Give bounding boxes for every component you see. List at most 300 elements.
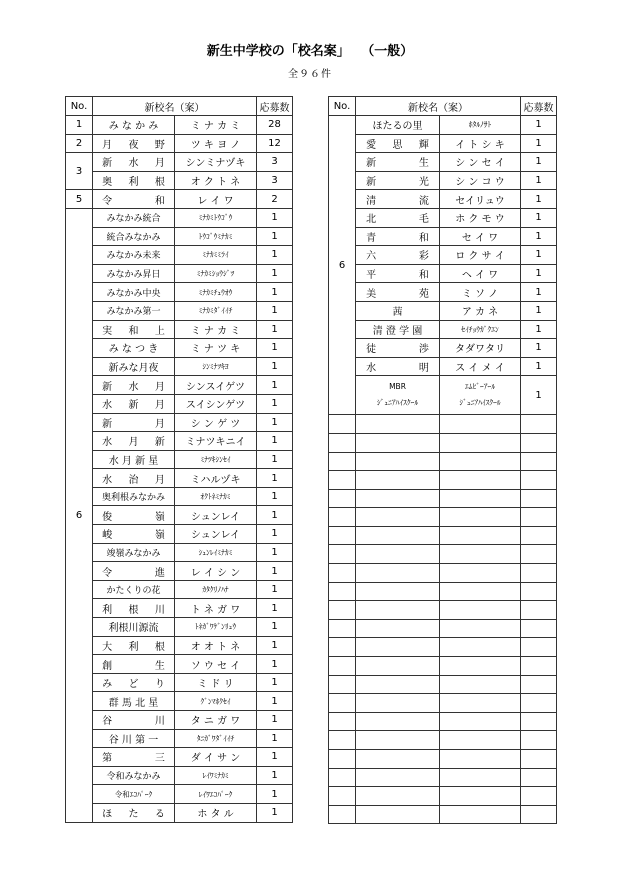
table-row	[66, 562, 293, 581]
name-kana: ﾐﾅｶﾐﾁｭｳｵｳ	[175, 283, 257, 302]
row-number	[329, 805, 356, 824]
title-text: 新生中学校の「校名案」	[206, 44, 350, 59]
name-kana: ﾐﾅｶﾐﾐﾗｲ	[175, 246, 257, 265]
name-kanji: 令和ｴｺﾊﾟｰｸ	[93, 785, 175, 804]
row-number	[329, 675, 356, 694]
name-kanji: 群 馬 北 星	[93, 692, 175, 711]
application-count: 1	[257, 525, 293, 544]
application-count	[521, 731, 557, 750]
name-kanji	[356, 526, 440, 545]
table-row	[329, 339, 557, 358]
application-count: 1	[257, 227, 293, 246]
name-kana	[440, 712, 521, 731]
table-row	[329, 264, 557, 283]
name-kana	[440, 768, 521, 787]
row-number	[329, 712, 356, 731]
name-kanji: 新 月	[93, 413, 175, 432]
name-kana: ミナツキニイ	[175, 432, 257, 451]
name-kana	[440, 489, 521, 508]
name-kanji: 愛 思 輝	[356, 134, 440, 153]
name-kana	[440, 415, 521, 434]
application-count: 1	[521, 357, 557, 376]
table-row	[329, 227, 557, 246]
application-count: 1	[257, 655, 293, 674]
table-row	[66, 413, 293, 432]
title-category: （一般）	[367, 44, 414, 59]
name-kanji	[356, 601, 440, 620]
name-kanji: 水 月 新	[93, 432, 175, 451]
row-number	[329, 768, 356, 787]
name-kanji: みなかみ統合	[93, 208, 175, 227]
row-number: 2	[66, 134, 93, 153]
application-count: 1	[257, 339, 293, 358]
row-number: 6	[66, 208, 93, 822]
application-count: 1	[521, 301, 557, 320]
table-header-row	[329, 97, 557, 116]
table-row	[329, 638, 557, 657]
name-kanji: 北 毛	[356, 208, 440, 227]
row-number	[329, 545, 356, 564]
name-kana: レ イ シ ン	[175, 562, 257, 581]
name-kanji	[356, 787, 440, 806]
application-count: 1	[257, 803, 293, 822]
table-row	[329, 564, 557, 583]
application-count: 1	[257, 394, 293, 413]
name-kanji: み な つ き	[93, 339, 175, 358]
application-count: 1	[521, 283, 557, 302]
name-kana	[440, 508, 521, 527]
table-row	[329, 134, 557, 153]
table-row	[329, 376, 557, 415]
name-kanji: 水 明	[356, 357, 440, 376]
name-kana: ソ ウ セ イ	[175, 655, 257, 674]
application-count: 1	[257, 487, 293, 506]
table-row	[66, 692, 293, 711]
name-kanji: 実 和 上	[93, 320, 175, 339]
name-kanji	[356, 768, 440, 787]
application-count	[521, 508, 557, 527]
page-title	[0, 40, 620, 59]
row-number: 5	[66, 190, 93, 209]
row-number	[329, 657, 356, 676]
application-count: 1	[257, 450, 293, 469]
name-kanji: 創 生	[93, 655, 175, 674]
name-kana: ﾐﾅｶﾐﾀﾞｲｲﾁ	[175, 301, 257, 320]
name-kanji	[356, 712, 440, 731]
name-kanji: みなかみ昇日	[93, 264, 175, 283]
table-row	[66, 171, 293, 190]
application-count: 1	[257, 636, 293, 655]
name-kanji: 水 月 新 星	[93, 450, 175, 469]
name-kanji: 新 水 月	[93, 376, 175, 395]
name-kanji: 俊 嶺	[93, 506, 175, 525]
application-count	[521, 694, 557, 713]
name-kanji: 新みな月夜	[93, 357, 175, 376]
header-count: 応募数	[521, 97, 557, 116]
name-kana-line1: ｴﾑﾋﾞｰｱｰﾙ	[465, 382, 495, 392]
application-count: 3	[257, 171, 293, 190]
table-row	[66, 432, 293, 451]
name-kana: ミ ド リ	[175, 673, 257, 692]
name-kana: ミ ナ カ ミ	[175, 320, 257, 339]
name-kanji: 令 進	[93, 562, 175, 581]
table-row	[66, 580, 293, 599]
name-kana	[440, 657, 521, 676]
name-kanji-line1: MBR	[389, 382, 406, 392]
application-count: 1	[257, 208, 293, 227]
name-kana: タ ニ ガ ワ	[175, 711, 257, 730]
application-count: 1	[521, 153, 557, 172]
table-row	[66, 506, 293, 525]
name-kanji	[356, 545, 440, 564]
name-kanji: ほたるの里	[356, 116, 440, 135]
table-row	[66, 283, 293, 302]
name-kanji: 六 彩	[356, 246, 440, 265]
application-count	[521, 805, 557, 824]
application-count: 28	[257, 116, 293, 135]
table-row	[66, 785, 293, 804]
table-row	[66, 339, 293, 358]
name-kanji	[356, 452, 440, 471]
name-kana	[440, 619, 521, 638]
application-count: 1	[257, 264, 293, 283]
name-kanji: 平 和	[356, 264, 440, 283]
table-row	[66, 525, 293, 544]
name-kana: ﾐﾅｶﾐﾄｳｺﾞｳ	[175, 208, 257, 227]
application-count: 1	[521, 376, 557, 415]
table-row	[329, 601, 557, 620]
table-row	[66, 264, 293, 283]
name-kana: ホ タ ル	[175, 803, 257, 822]
table-row	[329, 433, 557, 452]
row-number	[329, 452, 356, 471]
row-number	[329, 582, 356, 601]
name-kanji: 統合みなかみ	[93, 227, 175, 246]
table-row	[66, 227, 293, 246]
table-row	[66, 450, 293, 469]
application-count	[521, 564, 557, 583]
application-count: 1	[257, 246, 293, 265]
name-kana: シンスイゲツ	[175, 376, 257, 395]
name-kanji: 青 和	[356, 227, 440, 246]
name-kanji	[356, 750, 440, 769]
application-count	[521, 712, 557, 731]
name-kana: スイシンゲツ	[175, 394, 257, 413]
application-count	[521, 433, 557, 452]
application-count: 1	[521, 246, 557, 265]
name-kana: ミ ナ ツ キ	[175, 339, 257, 358]
application-count: 1	[521, 171, 557, 190]
name-kanji: 新 生	[356, 153, 440, 172]
name-kanji: かたくりの花	[93, 580, 175, 599]
table-row	[329, 508, 557, 527]
application-count: 1	[521, 134, 557, 153]
table-row	[66, 636, 293, 655]
application-count: 1	[257, 562, 293, 581]
name-kana: ﾄｳｺﾞｳﾐﾅｶﾐ	[175, 227, 257, 246]
name-kana: レ イ ワ	[175, 190, 257, 209]
table-row	[66, 487, 293, 506]
table-row	[329, 619, 557, 638]
name-kana	[440, 452, 521, 471]
name-kana: ス イ メ イ	[440, 357, 521, 376]
name-kana: ｶﾀｸﾘﾉﾊﾅ	[175, 580, 257, 599]
name-kana	[440, 376, 521, 415]
name-kanji	[356, 582, 440, 601]
name-kana: ト ネ ガ ワ	[175, 599, 257, 618]
application-count: 1	[257, 506, 293, 525]
table-row	[329, 787, 557, 806]
application-count: 3	[257, 153, 293, 172]
application-count	[521, 657, 557, 676]
application-count: 1	[257, 729, 293, 748]
application-count	[521, 619, 557, 638]
application-count	[521, 601, 557, 620]
table-row	[329, 694, 557, 713]
application-count: 1	[257, 376, 293, 395]
header-no: No.	[66, 97, 93, 116]
application-count: 2	[257, 190, 293, 209]
name-kana	[440, 582, 521, 601]
name-kana: ﾐﾅｶﾐｼｮｳｼﾞﾂ	[175, 264, 257, 283]
name-kanji: 奥利根みなかみ	[93, 487, 175, 506]
application-count	[521, 545, 557, 564]
name-kanji: 清 流	[356, 190, 440, 209]
header-no: No.	[329, 97, 356, 116]
name-kana: シ ン ゲ ツ	[175, 413, 257, 432]
table-row	[66, 543, 293, 562]
row-number	[329, 601, 356, 620]
name-kana: ミ ソ ノ	[440, 283, 521, 302]
table-row	[66, 320, 293, 339]
table-row	[66, 301, 293, 320]
table-row	[329, 116, 557, 135]
table-row	[329, 452, 557, 471]
name-kanji	[356, 508, 440, 527]
application-count	[521, 452, 557, 471]
name-kanji: み な か み	[93, 116, 175, 135]
name-kana	[440, 471, 521, 490]
name-kana	[440, 433, 521, 452]
table-row	[66, 803, 293, 822]
application-count: 1	[257, 283, 293, 302]
name-kana: ﾚｲﾜｴｺﾊﾟｰｸ	[175, 785, 257, 804]
row-number	[329, 694, 356, 713]
application-count: 1	[257, 301, 293, 320]
row-number: 3	[66, 153, 93, 190]
name-kanji	[356, 657, 440, 676]
table-row	[66, 748, 293, 767]
table-row	[329, 731, 557, 750]
application-count: 1	[521, 227, 557, 246]
application-count: 1	[257, 432, 293, 451]
name-kanji: 水 新 月	[93, 394, 175, 413]
table-row	[329, 246, 557, 265]
left-table	[65, 96, 293, 823]
name-kana	[440, 675, 521, 694]
name-kanji	[356, 694, 440, 713]
name-kana: シ ン コ ウ	[440, 171, 521, 190]
application-count	[521, 768, 557, 787]
name-kanji	[356, 731, 440, 750]
name-kana: ｵｸﾄﾈﾐﾅｶﾐ	[175, 487, 257, 506]
row-number	[329, 508, 356, 527]
name-kanji-line2: ｼﾞｭﾆｱﾊｲｽｸｰﾙ	[376, 398, 419, 408]
table-row	[66, 376, 293, 395]
table-row	[329, 712, 557, 731]
name-kana: シンミナヅキ	[175, 153, 257, 172]
header-name: 新校名（案）	[356, 97, 521, 116]
table-row	[66, 711, 293, 730]
name-kana: ﾚｲﾜﾐﾅｶﾐ	[175, 766, 257, 785]
application-count: 1	[521, 339, 557, 358]
application-count	[521, 787, 557, 806]
table-row	[329, 415, 557, 434]
name-kana	[440, 694, 521, 713]
application-count: 1	[257, 357, 293, 376]
application-count	[521, 750, 557, 769]
table-row	[329, 283, 557, 302]
table-row	[66, 116, 293, 135]
name-kanji: みなかみ第一	[93, 301, 175, 320]
application-count	[521, 675, 557, 694]
table-row	[329, 805, 557, 824]
name-kana: ミハルヅキ	[175, 469, 257, 488]
name-kanji	[356, 805, 440, 824]
application-count	[521, 526, 557, 545]
application-count: 1	[257, 766, 293, 785]
application-count: 1	[257, 618, 293, 637]
table-row	[329, 357, 557, 376]
name-kanji	[356, 489, 440, 508]
name-kana	[440, 750, 521, 769]
name-kanji: 徒 渉	[356, 339, 440, 358]
name-kana: ミ ナ カ ミ	[175, 116, 257, 135]
table-row	[329, 526, 557, 545]
name-kanji: 新 水 月	[93, 153, 175, 172]
application-count: 1	[257, 543, 293, 562]
table-row	[66, 190, 293, 209]
name-kana: タダワタリ	[440, 339, 521, 358]
name-kanji: 奥 利 根	[93, 171, 175, 190]
name-kanji: 谷 川	[93, 711, 175, 730]
application-count: 1	[521, 208, 557, 227]
name-kanji: みなかみ未来	[93, 246, 175, 265]
name-kana: ｼｭﾝﾚｲﾐﾅｶﾐ	[175, 543, 257, 562]
application-count: 1	[257, 320, 293, 339]
name-kana: ロ ク サ イ	[440, 246, 521, 265]
name-kana-line2: ｼﾞｭﾆｱﾊｲｽｸｰﾙ	[459, 398, 501, 408]
table-row	[66, 729, 293, 748]
table-row	[66, 134, 293, 153]
name-kanji: 月 夜 野	[93, 134, 175, 153]
name-kana: ダ イ サ ン	[175, 748, 257, 767]
name-kana: ﾀﾆｶﾞﾜﾀﾞｲｲﾁ	[175, 729, 257, 748]
name-kana: ホ ク モ ウ	[440, 208, 521, 227]
name-kana: ア カ ネ	[440, 301, 521, 320]
name-kana: ｾｲﾁｮｳｶﾞｸｴﾝ	[440, 320, 521, 339]
table-row	[329, 489, 557, 508]
application-count	[521, 489, 557, 508]
name-kana: ﾐﾅﾂｷｼﾝｾｲ	[175, 450, 257, 469]
header-count: 応募数	[257, 97, 293, 116]
name-kana: オ オ ト ネ	[175, 636, 257, 655]
name-kana	[440, 731, 521, 750]
table-row	[329, 471, 557, 490]
name-kanji	[356, 471, 440, 490]
name-kanji	[356, 675, 440, 694]
table-row	[66, 394, 293, 413]
name-kana: シュンレイ	[175, 525, 257, 544]
application-count	[521, 638, 557, 657]
name-kana	[440, 787, 521, 806]
application-count	[521, 415, 557, 434]
header-name: 新校名（案）	[93, 97, 257, 116]
name-kanji	[356, 376, 440, 415]
name-kana	[440, 564, 521, 583]
total-count: 全９６件	[288, 69, 332, 80]
table-header-row	[66, 97, 293, 116]
name-kanji: 美 苑	[356, 283, 440, 302]
table-row	[329, 657, 557, 676]
name-kanji	[356, 619, 440, 638]
table-row	[66, 618, 293, 637]
application-count: 1	[257, 692, 293, 711]
table-row	[66, 153, 293, 172]
table-row	[329, 545, 557, 564]
right-table	[328, 96, 557, 824]
row-number	[329, 415, 356, 434]
name-kanji: 新 光	[356, 171, 440, 190]
row-number	[329, 638, 356, 657]
table-row	[329, 153, 557, 172]
name-kanji: ほ た る	[93, 803, 175, 822]
row-number: 1	[66, 116, 93, 135]
name-kanji: 令 和	[93, 190, 175, 209]
name-kana: シ ン セ イ	[440, 153, 521, 172]
application-count: 1	[257, 748, 293, 767]
name-kana: ヘ イ ワ	[440, 264, 521, 283]
name-kana: セイリュウ	[440, 190, 521, 209]
row-number	[329, 750, 356, 769]
name-kanji: 茜	[356, 301, 440, 320]
name-kanji: 利根川源流	[93, 618, 175, 637]
name-kana: オ ク ト ネ	[175, 171, 257, 190]
row-number	[329, 787, 356, 806]
name-kanji: 水 治 月	[93, 469, 175, 488]
table-row	[66, 208, 293, 227]
name-kana	[440, 526, 521, 545]
application-count: 1	[521, 116, 557, 135]
application-count: 1	[257, 580, 293, 599]
name-kanji: 清 澄 学 園	[356, 320, 440, 339]
row-number	[329, 471, 356, 490]
application-count: 12	[257, 134, 293, 153]
table-row	[329, 750, 557, 769]
name-kanji	[356, 433, 440, 452]
table-row	[329, 171, 557, 190]
name-kana	[440, 601, 521, 620]
name-kana	[440, 545, 521, 564]
application-count: 1	[257, 413, 293, 432]
application-count: 1	[257, 711, 293, 730]
name-kanji: 大 利 根	[93, 636, 175, 655]
row-number	[329, 564, 356, 583]
name-kanji: 竣嶺みなかみ	[93, 543, 175, 562]
application-count: 1	[257, 673, 293, 692]
name-kana: ｼﾝﾐﾅﾂｷﾖ	[175, 357, 257, 376]
name-kana: ｸﾞﾝﾏﾎｸｾｲ	[175, 692, 257, 711]
